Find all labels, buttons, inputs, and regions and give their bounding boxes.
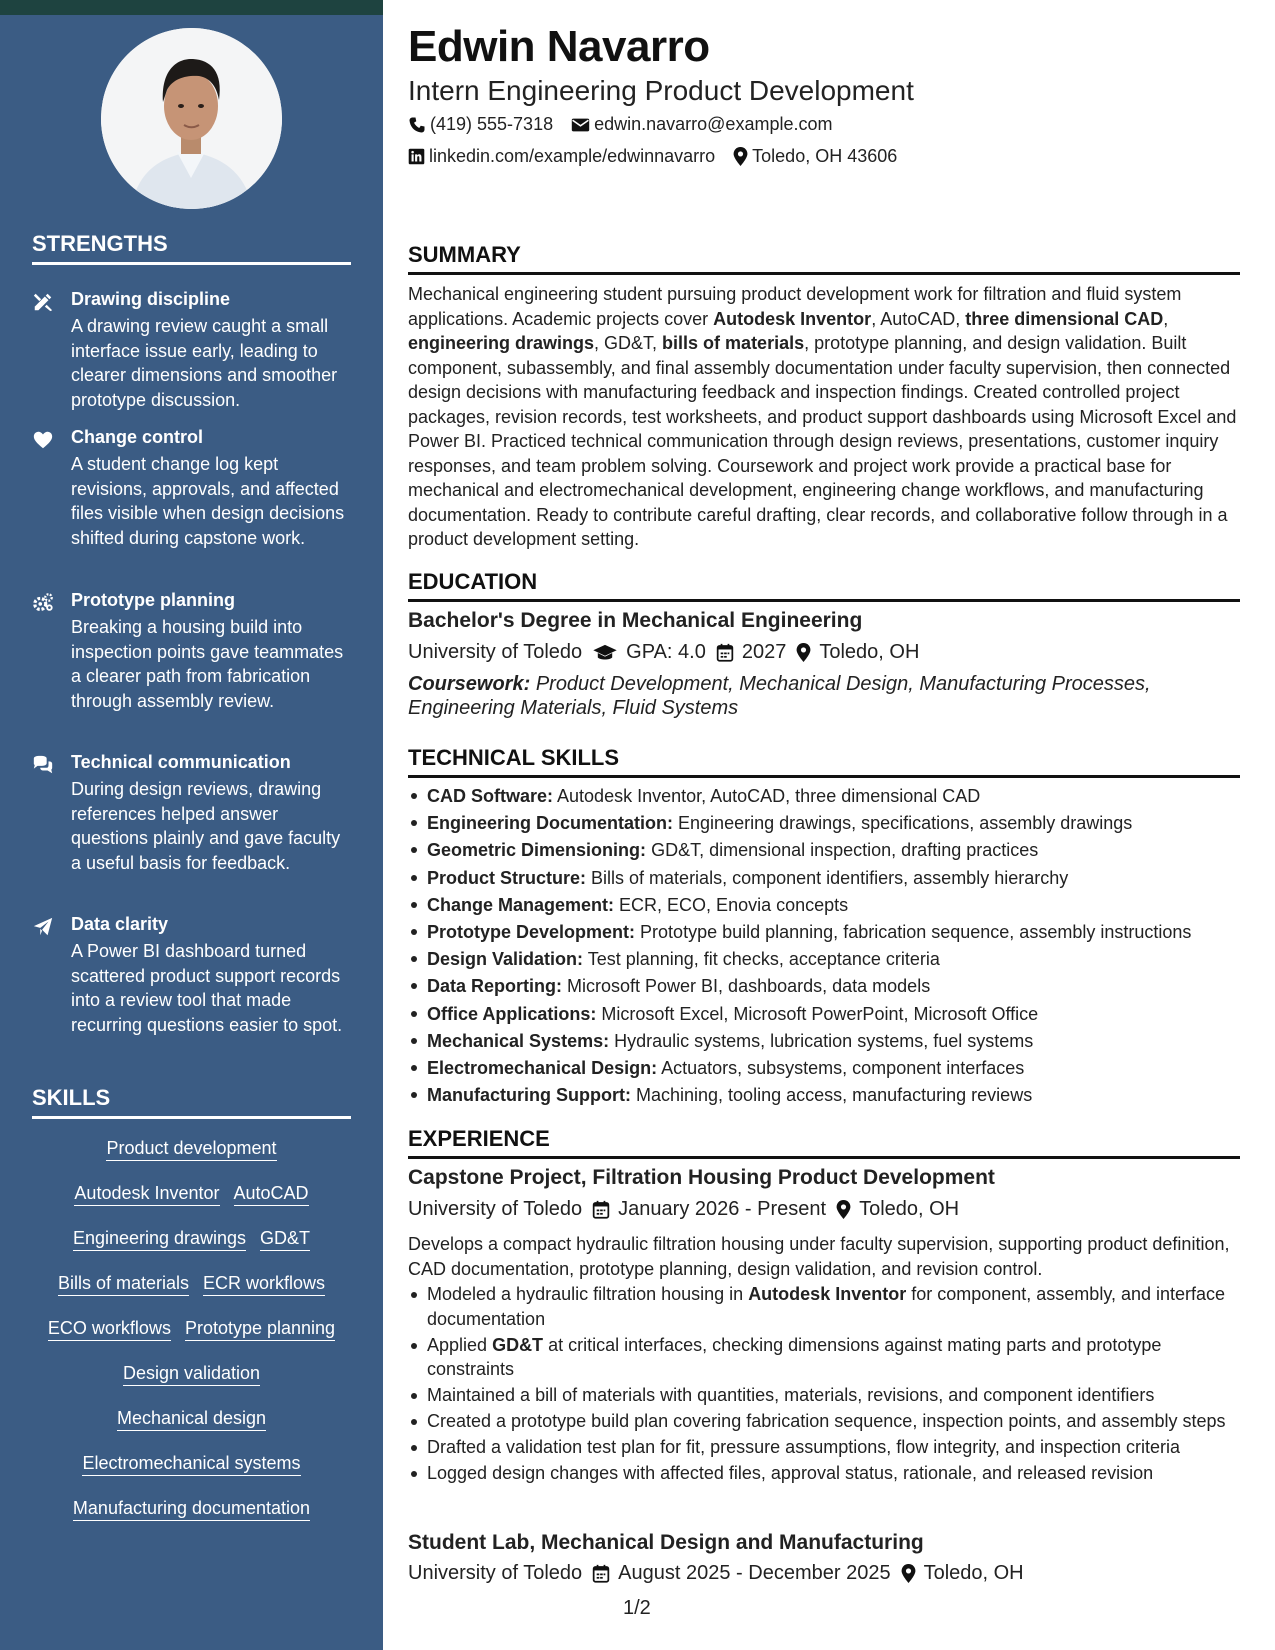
job-description: Develops a compact hydraulic filtration housing under faculty supervision, supporting product definition, CAD documentation, prototype planning, design validation, and revision control. — [408, 1234, 1230, 1279]
job-org: University of Toledo — [408, 1562, 583, 1584]
location-text: Toledo, OH 43606 — [752, 146, 898, 166]
phone-text: (419) 555-7318 — [430, 114, 554, 134]
degree-title: Bachelor's Degree in Mechanical Engineering — [408, 609, 863, 632]
page-number: 1/2 — [623, 1597, 651, 1619]
skill-tag[interactable]: Engineering drawings — [73, 1227, 246, 1251]
calendar-icon — [592, 1200, 610, 1219]
skill-tag[interactable]: AutoCAD — [234, 1182, 309, 1206]
skill-row — [0, 1227, 383, 1251]
technical-skills-list — [408, 783, 1240, 1109]
skill-item — [408, 810, 1240, 837]
coursework-label: Coursework: — [408, 673, 531, 695]
gears-icon — [32, 592, 54, 614]
profile-photo-icon — [101, 28, 282, 209]
linkedin-text: linkedin.com/example/edwinnavarro — [429, 146, 716, 166]
skill-item — [408, 865, 1240, 892]
skill-tag[interactable]: Design validation — [123, 1362, 260, 1386]
phone-icon — [408, 116, 426, 134]
email-text: edwin.navarro@example.com — [594, 114, 833, 134]
skill-label: Product Structure: — [427, 867, 587, 888]
skill-label: Data Reporting: — [427, 976, 562, 997]
summary-text: Mechanical engineering student pursuing product development work for filtration and fluid system applications. Academic projects cover Autodesk Inventor, AutoCAD, three dimensional CAD, engineering drawings, GD&T, bills of materials, prototype planning, and design validation. Built component, subassembly, and final assembly documentation under faculty supervision, then connected design decisions with manufacturing feedback and inspection findings. Created controlled project packages, revision records, test worksheets, and product support dashboards using Microsoft Excel and Power BI. Practiced technical communication through design reviews, presentations, customer inquiry responses, and team problem solving. Coursework and project work provide a practical base for mechanical and electromechanical development, engineering change workflows, and manufacturing documentation. Ready to contribute careful drafting, clear records, and collaborative follow through in a product development setting. — [408, 284, 1237, 549]
job-bullet: Logged design changes with affected files, approval status, rationale, and released revision — [408, 1461, 1240, 1486]
comments-icon — [32, 754, 54, 776]
skill-value: Microsoft Excel, Microsoft PowerPoint, Microsoft Office — [601, 1003, 1039, 1024]
skill-label: Electromechanical Design: — [427, 1058, 658, 1079]
skill-item — [408, 892, 1240, 919]
skill-label: Design Validation: — [427, 949, 584, 970]
skill-row — [0, 1452, 383, 1476]
strength-title: Prototype planning — [71, 590, 235, 610]
candidate-name: Edwin Navarro — [408, 22, 710, 71]
skill-item — [408, 837, 1240, 864]
map-pin-icon — [836, 1200, 851, 1219]
skill-item — [408, 919, 1240, 946]
calendar-icon — [592, 1564, 610, 1583]
skill-value: Prototype build planning, fabrication sequence, assembly instructions — [640, 922, 1192, 943]
strength-description: A Power BI dashboard turned scattered product support records into a review tool that made recurring questions easier to spot. — [71, 941, 343, 1035]
strength-description: A drawing review caught a small interface issue early, leading to clearer dimensions and smoother prototype discussion. — [71, 316, 338, 410]
skill-value: Engineering drawings, specifications, assembly drawings — [678, 813, 1133, 834]
education-meta — [408, 641, 919, 664]
map-pin-icon — [796, 643, 811, 662]
skill-value: Autodesk Inventor, AutoCAD, three dimensional CAD — [557, 786, 981, 806]
strength-title: Drawing discipline — [71, 289, 231, 309]
skill-label: Mechanical Systems: — [427, 1030, 610, 1051]
contact-row — [408, 114, 850, 135]
skill-value: Test planning, fit checks, acceptance criteria — [587, 949, 940, 970]
phone-contact[interactable] — [408, 114, 553, 135]
graduation-cap-icon — [592, 644, 618, 662]
paper-plane-icon — [32, 916, 54, 938]
skill-row — [0, 1362, 383, 1386]
coursework-list: Product Development, Mechanical Design, Manufacturing Processes, Engineering Materials, Fluid Systems — [408, 673, 1151, 719]
strength-title: Data clarity — [71, 914, 169, 934]
skill-label: Change Management: — [427, 894, 615, 915]
sidebar — [0, 15, 383, 1650]
job-title: Student Lab, Mechanical Design and Manufacturing — [408, 1531, 924, 1554]
skill-tag[interactable]: Autodesk Inventor — [74, 1182, 219, 1206]
skill-label: Geometric Dimensioning: — [427, 840, 647, 861]
skill-value: Bills of materials, component identifiers, assembly hierarchy — [591, 867, 1069, 888]
skill-item — [408, 1028, 1240, 1055]
skill-item — [408, 783, 1240, 810]
skill-tag[interactable]: ECR workflows — [203, 1272, 325, 1296]
technical-skills-heading: TECHNICAL SKILLS — [408, 745, 1240, 778]
job-location: Toledo, OH — [859, 1198, 960, 1220]
strength-title: Technical communication — [71, 752, 291, 772]
strengths-heading: STRENGTHS — [32, 231, 351, 265]
job-bullet: Drafted a validation test plan for fit, pressure assumptions, flow integrity, and inspection criteria — [408, 1435, 1240, 1460]
skill-label: Engineering Documentation: — [427, 813, 674, 834]
linkedin-contact[interactable] — [408, 146, 715, 167]
skill-row — [0, 1497, 383, 1521]
coursework — [408, 672, 1240, 720]
job-bullet: Applied GD&T at critical interfaces, checking dimensions against mating parts and prototype constraints — [408, 1333, 1240, 1382]
graduation-year: 2027 — [741, 641, 787, 663]
skill-item — [408, 1001, 1240, 1028]
experience-heading: EXPERIENCE — [408, 1126, 1240, 1159]
avatar — [101, 28, 282, 209]
job-bullet: Created a prototype build plan covering fabrication sequence, inspection points, and assembly steps — [408, 1409, 1240, 1434]
skill-value: Microsoft Power BI, dashboards, data models — [567, 976, 931, 997]
map-pin-icon — [901, 1564, 916, 1583]
skill-tag[interactable]: Bills of materials — [58, 1272, 189, 1296]
pencil-ruler-icon — [32, 291, 54, 313]
skills-heading: SKILLS — [32, 1085, 351, 1119]
job-location: Toledo, OH — [923, 1562, 1024, 1584]
skill-row — [0, 1137, 383, 1161]
skill-tag[interactable]: Manufacturing documentation — [73, 1497, 310, 1521]
candidate-title: Intern Engineering Product Development — [408, 75, 914, 106]
location-contact — [733, 146, 897, 167]
skill-item — [408, 973, 1240, 1000]
envelope-icon — [571, 117, 590, 133]
skill-label: Office Applications: — [427, 1003, 597, 1024]
education-location: Toledo, OH — [819, 641, 920, 663]
skill-label: CAD Software: — [427, 786, 554, 806]
skill-item — [408, 1055, 1240, 1082]
summary-heading: SUMMARY — [408, 242, 1240, 275]
job-bullet: Modeled a hydraulic filtration housing in Autodesk Inventor for component, assembly, and interface documentation — [408, 1282, 1240, 1331]
skill-label: Prototype Development: — [427, 922, 636, 943]
skill-tag[interactable]: Electromechanical systems — [82, 1452, 300, 1476]
map-pin-icon — [733, 147, 748, 166]
skill-row — [0, 1317, 383, 1341]
skill-value: Hydraulic systems, lubrication systems, fuel systems — [614, 1030, 1034, 1051]
school-name: University of Toledo — [408, 641, 583, 663]
job-org: University of Toledo — [408, 1198, 583, 1220]
skill-tag[interactable]: GD&T — [260, 1227, 310, 1251]
gpa-text: GPA: 4.0 — [626, 641, 706, 663]
strength-description: Breaking a housing build into inspection points gave teammates a clearer path from fabrication through assembly review. — [71, 617, 344, 711]
skill-tag[interactable]: Product development — [106, 1137, 276, 1161]
sidebar-top-strip — [0, 0, 383, 15]
skill-tag[interactable]: Prototype planning — [185, 1317, 335, 1341]
job-dates: January 2026 - Present — [618, 1198, 827, 1220]
email-contact[interactable] — [571, 114, 832, 135]
contact-row — [408, 146, 915, 167]
skill-tag[interactable]: Mechanical design — [117, 1407, 266, 1431]
education-heading: EDUCATION — [408, 569, 1240, 602]
job-dates: August 2025 - December 2025 — [618, 1562, 891, 1584]
skill-item — [408, 1082, 1240, 1109]
job-meta — [408, 1198, 959, 1221]
job-title: Capstone Project, Filtration Housing Product Development — [408, 1166, 995, 1189]
skill-tag[interactable]: ECO workflows — [48, 1317, 171, 1341]
strength-description: A student change log kept revisions, approvals, and affected files visible when design decisions shifted during capstone work. — [71, 454, 345, 548]
skill-value: Machining, tooling access, manufacturing reviews — [636, 1085, 1033, 1106]
skill-item — [408, 946, 1240, 973]
job-bullets — [408, 1282, 1240, 1487]
skill-row — [0, 1407, 383, 1431]
skill-value: Actuators, subsystems, component interfaces — [661, 1058, 1025, 1079]
skill-value: GD&T, dimensional inspection, drafting practices — [651, 840, 1039, 861]
job-bullet: Maintained a bill of materials with quantities, materials, revisions, and component identifiers — [408, 1383, 1240, 1408]
calendar-icon — [716, 643, 734, 662]
strength-description: During design reviews, drawing references helped answer questions plainly and gave faculty a useful basis for feedback. — [71, 779, 341, 873]
skill-row — [0, 1272, 383, 1296]
strength-title: Change control — [71, 427, 204, 447]
job-meta — [408, 1562, 1024, 1585]
heart-icon — [32, 429, 54, 451]
skill-row — [0, 1182, 383, 1206]
skill-label: Manufacturing Support: — [427, 1085, 631, 1106]
skill-value: ECR, ECO, Enovia concepts — [619, 894, 849, 915]
linkedin-icon — [408, 148, 425, 165]
